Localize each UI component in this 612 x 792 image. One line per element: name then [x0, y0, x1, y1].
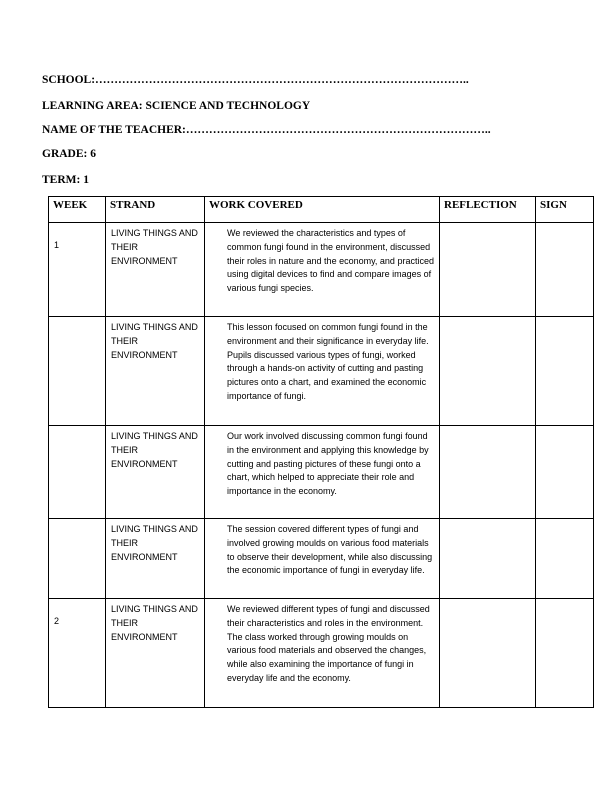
sign-cell [536, 426, 594, 519]
work-covered-cell: We reviewed different types of fungi and discussed their characteristics and roles in the environment. The class worked through growing moulds on various food materials and observed the changes, while also examining the importance of fungi in everyday life and the economy. [205, 599, 440, 708]
strand-cell: LIVING THINGS AND THEIR ENVIRONMENT [106, 519, 205, 599]
grade-line: GRADE: 6 [42, 148, 96, 160]
table-row [49, 519, 594, 599]
teacher-name-line: NAME OF THE TEACHER:…………………………………………………………………….. [42, 124, 491, 136]
sign-cell [536, 223, 594, 317]
column-header-sign: SIGN [536, 197, 594, 223]
reflection-cell [440, 519, 536, 599]
table-row [49, 317, 594, 426]
week-value: 2 [54, 616, 60, 626]
strand-cell: LIVING THINGS AND THEIR ENVIRONMENT [106, 426, 205, 519]
table-row [49, 223, 594, 317]
table-header-row [49, 197, 594, 223]
sign-cell [536, 599, 594, 708]
column-header-week: WEEK [49, 197, 106, 223]
work-covered-cell: Our work involved discussing common fungi found in the environment and applying this knowledge by cutting and pasting pictures of these fungi onto a chart, which helped to appreciate their role and importance in the economy. [205, 426, 440, 519]
week-cell [49, 223, 106, 317]
sign-cell [536, 317, 594, 426]
week-cell [49, 317, 106, 426]
work-covered-cell: The session covered different types of fungi and involved growing moulds on various food materials to observe their development, while also discussing the economic importance of fungi in everyday life. [205, 519, 440, 599]
table-row [49, 426, 594, 519]
column-header-strand: STRAND [106, 197, 205, 223]
week-cell [49, 599, 106, 708]
reflection-cell [440, 426, 536, 519]
column-header-reflection: REFLECTION [440, 197, 536, 223]
week-cell [49, 426, 106, 519]
sign-cell [536, 519, 594, 599]
learning-area-line: LEARNING AREA: SCIENCE AND TECHNOLOGY [42, 100, 311, 112]
reflection-cell [440, 317, 536, 426]
strand-cell: LIVING THINGS AND THEIR ENVIRONMENT [106, 317, 205, 426]
week-cell [49, 519, 106, 599]
reflection-cell [440, 223, 536, 317]
strand-cell: LIVING THINGS AND THEIR ENVIRONMENT [106, 599, 205, 708]
record-of-work-table [48, 196, 594, 708]
week-value: 1 [54, 240, 60, 250]
column-header-work-covered: WORK COVERED [205, 197, 440, 223]
term-line: TERM: 1 [42, 174, 89, 186]
table-row [49, 599, 594, 708]
work-covered-cell: We reviewed the characteristics and types of common fungi found in the environment, discussed their roles in nature and the economy, and practiced using digital devices to find and compare images of various fungi species. [205, 223, 440, 317]
strand-cell: LIVING THINGS AND THEIR ENVIRONMENT [106, 223, 205, 317]
work-covered-cell: This lesson focused on common fungi found in the environment and their significance in everyday life. Pupils discussed various types of fungi, worked through a hands-on activity of cutting and pasting pictures onto a chart, and examined the economic importance of fungi. [205, 317, 440, 426]
reflection-cell [440, 599, 536, 708]
school-line: SCHOOL:…………………………………………………………………………………….. [42, 74, 469, 86]
